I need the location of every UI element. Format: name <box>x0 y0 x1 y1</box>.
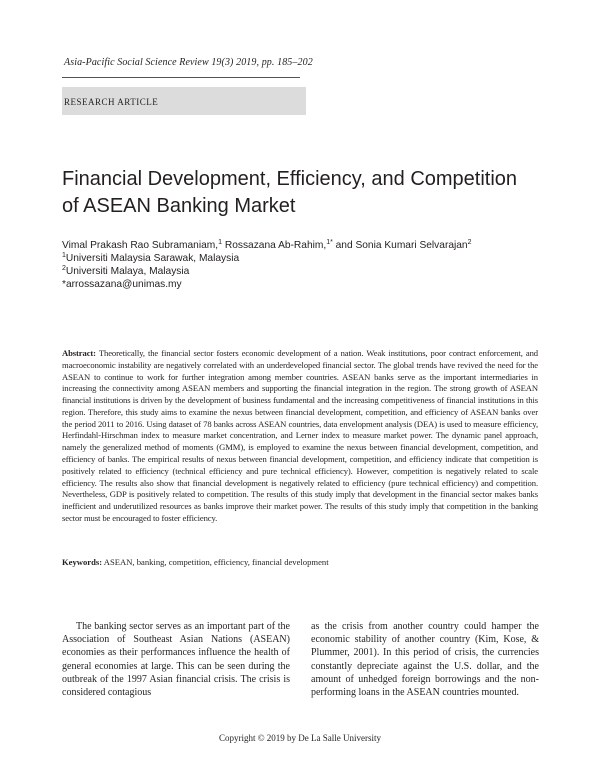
affiliation <box>62 266 189 277</box>
abstract-text: Theoretically, the financial sector fosters economic development of a nation. Weak institutions, poor contract enforcement, and macroeconomic instability are negatively correlated with an underdeveloped financial sector. The global trends have revived the need for the ASEAN to continue to work for further integration among member countries. ASEAN banks serve as the important intermediaries in increasing the connectivity among ASEAN members and supporting the financial integration in the region. The strong growth of ASEAN financial institutions is driven by the development of business fundamental and the increasing competitiveness of financial institutions in this region. Therefore, this study aims to examine the nexus between financial development, competition, and efficiency of ASEAN banks over the period 2011 to 2016. Using dataset of 78 banks across ASEAN countries, data envelopment analysis (DEA) is used to measure efficiency, Herfindahl-Hirschman index to measure market concentration, and Lerner index to measure market power. The dynamic panel approach, namely the generalized method of moments (GMM), is employed to examine the nexus between financial development, competition, and efficiency of banks. The empirical results of nexus between financial development, competition, and efficiency indicate that competition is positively related to efficiency (technical efficiency and pure technical efficiency). However, competition is negatively related to scale efficiency. The results also show that financial development is negatively related to efficiency (pure technical efficiency) and competition. Nevertheless, GDP is positively related to competition. The results of this study imply that development in the financial sector makes banks inefficient and underutilized resources as banks improve their market power. The results of this study imply that competition in the banking sector must be encouraged to foster efficiency. <box>62 348 538 523</box>
keywords-text: ASEAN, banking, competition, efficiency, financial development <box>102 557 329 567</box>
author-list <box>62 240 472 251</box>
author-name: Rossazana Ab-Rahim, <box>222 240 327 251</box>
affiliation-marker: 2 <box>62 265 66 272</box>
copyright-footer: Copyright © 2019 by De La Salle University <box>218 733 382 743</box>
affiliation <box>62 253 239 264</box>
keywords <box>62 556 538 568</box>
author-affiliation-marker: 1 <box>218 239 222 246</box>
section-band <box>62 87 306 115</box>
header-rule <box>62 77 300 78</box>
affiliation-text: Universiti Malaya, Malaysia <box>65 266 190 277</box>
title-line: of ASEAN Banking Market <box>62 195 296 217</box>
keywords-label: Keywords: <box>62 557 103 567</box>
abstract <box>62 348 538 525</box>
corresponding-email: *arrossazana@unimas.my <box>62 279 182 290</box>
author-affiliation-marker: 2 <box>467 239 472 246</box>
author-name: and Sonia Kumari Selvarajan <box>332 240 468 251</box>
journal-citation: Asia-Pacific Social Science Review 19(3) 2019, pp. 185–202 <box>64 57 313 68</box>
abstract-label: Abstract: <box>62 348 96 358</box>
author-affiliation-marker: 1* <box>326 239 333 246</box>
body-column-left: The banking sector serves as an important part of the Association of Southeast Asian Nations (ASEAN) economies as their performances influence the health of general economies at large. This can be seen during the outbreak of the 1997 Asian financial crisis. The crisis is considered contagious <box>62 621 290 699</box>
affiliation-text: Universiti Malaysia Sarawak, Malaysia <box>65 253 240 264</box>
title-line: Financial Development, Efficiency, and Competition <box>62 168 518 190</box>
affiliation-marker: 1 <box>62 252 66 259</box>
section-label: RESEARCH ARTICLE <box>64 97 159 107</box>
paper-title <box>62 166 562 220</box>
body-column-right: as the crisis from another country could hamper the economic stability of another country (Kim, Kose, & Plummer, 2001). In this period of crisis, the currencies constantly depreciate against the U.S. dollar, and the amount of unhedged foreign borrowings and the non-performing loans in the ASEAN countries mounted. <box>311 621 539 699</box>
author-name: Vimal Prakash Rao Subramaniam, <box>62 240 219 251</box>
